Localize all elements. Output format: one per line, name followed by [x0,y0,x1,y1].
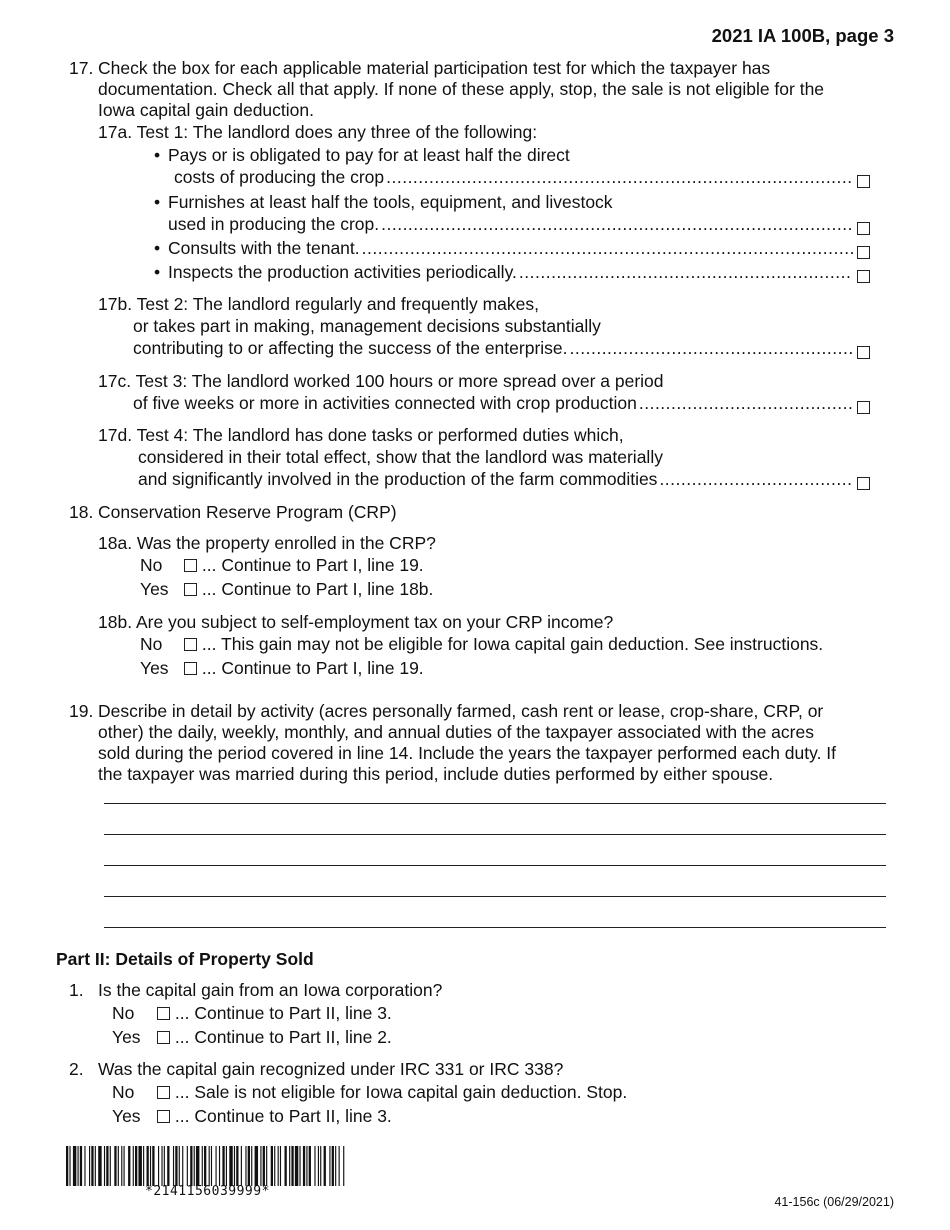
q17b-checkbox[interactable] [857,346,870,359]
q18b-question: 18b. Are you subject to self-employment tax on your CRP income? [98,612,614,632]
q17b-line1: 17b. Test 2: The landlord regularly and frequently makes, [98,294,540,314]
part2-q1-number: 1. [69,980,84,1000]
page-title: 2021 IA 100B, page 3 [711,25,894,46]
dot-leader [386,166,853,188]
q17b-row [133,337,870,359]
bullet-icon: • [154,192,161,212]
q17a-item4-text: Inspects the production activities periodically. [168,262,517,282]
q18b-yes-text: ... Continue to Part I, line 19. [201,658,424,678]
q18a-yes-option [184,578,433,600]
q17a-item2-checkbox[interactable] [857,222,870,235]
q17c-row [133,392,870,414]
q17d-checkbox[interactable] [857,477,870,490]
q17a-item3-checkbox[interactable] [857,246,870,259]
q18a-no-option [184,554,424,576]
q19-number: 19. [69,701,94,721]
q17-text-line3: Iowa capital gain deduction. [98,100,314,120]
q17a-item2-row [168,213,870,235]
q18a-yes-checkbox[interactable] [184,583,197,596]
q17a-item1-row [174,166,870,188]
q18b-yes-option [184,657,424,679]
part2-q1-no-text: ... Continue to Part II, line 3. [174,1003,392,1023]
part2-q2-no-checkbox[interactable] [157,1086,170,1099]
q19-answer-line-4[interactable] [104,896,886,897]
part2-q2-no-text: ... Sale is not eligible for Iowa capital gain deduction. Stop. [174,1082,628,1102]
part2-q1-yes-text: ... Continue to Part II, line 2. [174,1027,392,1047]
q19-text-line4: the taxpayer was married during this period, include duties performed by either spouse. [98,764,774,784]
q18a-no-text: ... Continue to Part I, line 19. [201,555,424,575]
q17c-line1: 17c. Test 3: The landlord worked 100 hours or more spread over a period [98,371,664,391]
q17a-item2-line1: Furnishes at least half the tools, equipment, and livestock [168,192,613,212]
part2-q2-no-option [157,1081,627,1103]
part2-q2-number: 2. [69,1059,84,1079]
q17c-line2: of five weeks or more in activities connected with crop production [133,393,637,413]
part2-q1-question: Is the capital gain from an Iowa corporation? [98,980,443,1000]
part2-q2-question: Was the capital gain recognized under IRC 331 or IRC 338? [98,1059,564,1079]
q17a-item1-line2: costs of producing the crop [174,167,385,187]
q17-number: 17. [69,58,94,78]
q18b-yes-label: Yes [140,658,169,678]
dot-leader [570,337,853,359]
barcode-icon [66,1146,346,1186]
q17d-line2: considered in their total effect, show that the landlord was materially [138,447,663,467]
q17d-line3: and significantly involved in the production of the farm commodities [138,469,658,489]
dot-leader [519,261,853,283]
q17d-row [138,468,870,490]
q17-text-line1: Check the box for each applicable material participation test for which the taxpayer has [98,58,771,78]
part2-q1-yes-checkbox[interactable] [157,1031,170,1044]
part2-q2-yes-label: Yes [112,1106,141,1126]
q18-number: 18. [69,502,94,522]
q17b-line3: contributing to or affecting the success of the enterprise. [133,338,568,358]
q17a-item1-line1: Pays or is obligated to pay for at least half the direct [168,145,570,165]
q19-answer-line-5[interactable] [104,927,886,928]
q18a-question: 18a. Was the property enrolled in the CRP? [98,533,436,553]
dot-leader [362,237,853,259]
part2-q1-yes-label: Yes [112,1027,141,1047]
q19-text-line2: other) the daily, weekly, monthly, and annual duties of the taxpayer associated with the acres [98,722,814,742]
part2-q2-yes-checkbox[interactable] [157,1110,170,1123]
q19-text-line1: Describe in detail by activity (acres personally farmed, cash rent or lease, crop-share, CRP, or [98,701,824,721]
q17-text-line2: documentation. Check all that apply. If none of these apply, stop, the sale is not eligible for the [98,79,825,99]
part2-heading: Part II: Details of Property Sold [56,949,314,969]
q19-answer-line-1[interactable] [104,803,886,804]
bullet-icon: • [154,145,161,165]
dot-leader [381,213,853,235]
q17d-line1: 17d. Test 4: The landlord has done tasks or performed duties which, [98,425,624,445]
q18b-no-option [184,633,823,655]
q17c-checkbox[interactable] [857,401,870,414]
part2-q1-yes-option [157,1026,392,1048]
dot-leader [659,468,853,490]
q18a-yes-text: ... Continue to Part I, line 18b. [201,579,434,599]
q19-answer-line-2[interactable] [104,834,886,835]
q19-text-line3: sold during the period covered in line 14. Include the years the taxpayer performed each duty. If [98,743,837,763]
q18a-no-checkbox[interactable] [184,559,197,572]
q17a-label: 17a. Test 1: The landlord does any three of the following: [98,122,538,142]
q17a-item3-text: Consults with the tenant. [168,238,360,258]
barcode-number: *2141156039999* [145,1184,270,1199]
part2-q2-yes-text: ... Continue to Part II, line 3. [174,1106,392,1126]
part2-q1-no-label: No [112,1003,135,1023]
q17b-line2: or takes part in making, management decisions substantially [133,316,601,336]
q19-answer-line-3[interactable] [104,865,886,866]
part2-q2-yes-option [157,1105,392,1127]
q18b-no-checkbox[interactable] [184,638,197,651]
q18b-no-text: ... This gain may not be eligible for Iowa capital gain deduction. See instructions. [201,634,824,654]
bullet-icon: • [154,262,161,282]
q18b-no-label: No [140,634,163,654]
part2-q1-no-checkbox[interactable] [157,1007,170,1020]
q17a-item2-line2: used in producing the crop. [168,214,380,234]
q17a-item4-row [168,261,870,283]
q17a-item1-checkbox[interactable] [857,175,870,188]
q18a-no-label: No [140,555,163,575]
part2-q2-no-label: No [112,1082,135,1102]
q18a-yes-label: Yes [140,579,169,599]
dot-leader [639,392,853,414]
q17a-item3-row [168,237,870,259]
part2-q1-no-option [157,1002,392,1024]
q18b-yes-checkbox[interactable] [184,662,197,675]
bullet-icon: • [154,238,161,258]
q18-title: Conservation Reserve Program (CRP) [98,502,397,522]
form-code: 41-156c (06/29/2021) [774,1195,894,1209]
q17a-item4-checkbox[interactable] [857,270,870,283]
